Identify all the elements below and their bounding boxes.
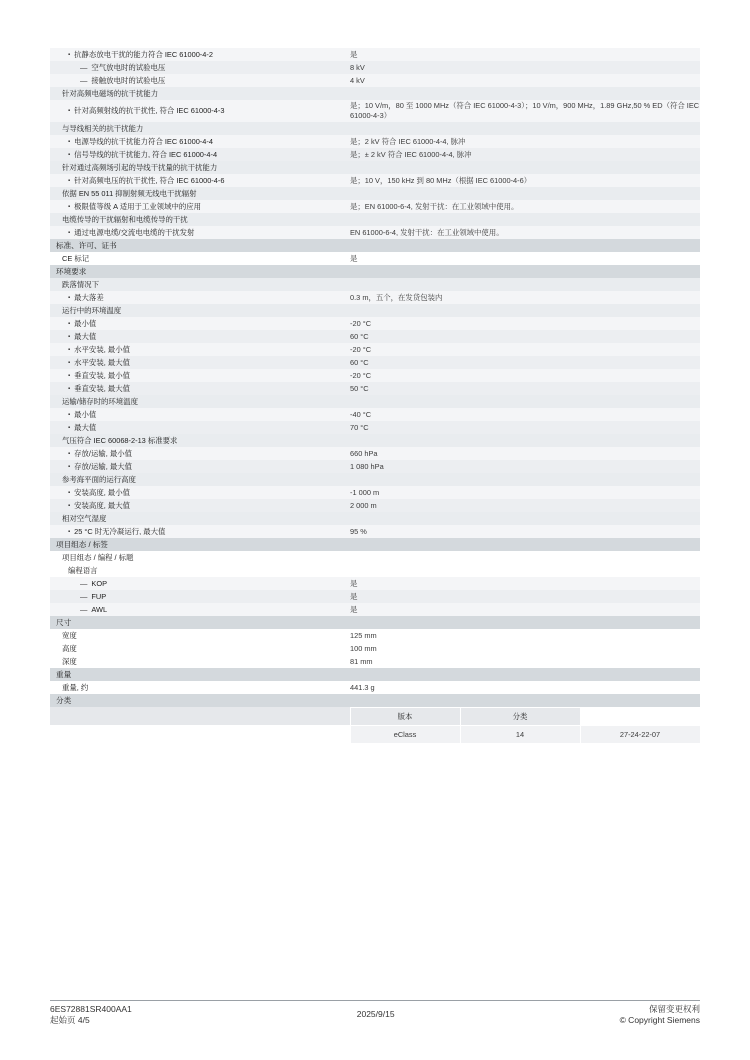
spec-label-text: — KOP (80, 579, 107, 588)
spec-row-label (50, 265, 350, 278)
spec-row-label (50, 681, 350, 694)
spec-row (50, 343, 700, 356)
spec-row-value: -20 °C (350, 317, 700, 330)
spec-label-text: ▪ 最小值 (68, 410, 96, 419)
spec-label-text: 分类 (56, 695, 72, 705)
spec-row-label (50, 278, 350, 291)
page-footer (50, 1000, 700, 1027)
spec-row (50, 330, 700, 343)
spec-row-value: 441.3 g (350, 681, 700, 694)
spec-row-label (50, 486, 350, 499)
spec-row (50, 291, 700, 304)
spec-row (50, 395, 700, 408)
spec-label-text: — 接触放电时的试验电压 (80, 76, 165, 85)
spec-row-value: 是 (350, 590, 700, 603)
spec-row-label (50, 252, 350, 265)
spec-label-text: ▪ 最大值 (68, 423, 96, 432)
spec-label-text: 参考海平面的运行高度 (62, 474, 136, 484)
spec-row-value: -1 000 m (350, 486, 700, 499)
spec-label-text: ▪ 针对高频电压的抗干扰性, 符合 IEC 61000-4-6 (68, 176, 224, 185)
spec-row-value: 8 kV (350, 61, 700, 74)
spec-row-label (50, 74, 350, 87)
footer-date: 2025/9/15 (356, 1009, 395, 1019)
spec-row-label (50, 590, 350, 603)
spec-row (50, 577, 700, 590)
spec-row-label (50, 538, 350, 551)
spec-label-text: ▪ 垂直安装, 最小值 (68, 371, 130, 380)
spec-label-text: 项目组态 / 编程 / 标题 (62, 552, 134, 562)
spec-label-text: CE 标记 (62, 253, 90, 263)
spec-row-value: 50 °C (350, 382, 700, 395)
spec-row-value (350, 304, 700, 317)
spec-row-label (50, 694, 350, 707)
spec-label-text: ▪ 电源导线的抗干扰能力符合 IEC 61000-4-4 (68, 137, 213, 146)
spec-row-value: 是；± 2 kV 符合 IEC 61000-4-4, 脉冲 (350, 148, 700, 161)
spec-row-label (50, 239, 350, 252)
spec-row (50, 187, 700, 200)
spec-row-value: 660 hPa (350, 447, 700, 460)
footer-rights: 保留变更权利 (648, 1004, 700, 1014)
spec-label-text: ▪ 极限值等级 A 适用于工业领域中的应用 (68, 202, 201, 211)
spec-label-text: 依据 EN 55 011 抑制射频无线电干扰辐射 (62, 188, 197, 198)
classification-spacer-cell (50, 725, 350, 743)
spec-row-label (50, 603, 350, 616)
spec-row-label (50, 369, 350, 382)
spec-label-text: 运输/储存时的环境温度 (62, 396, 138, 406)
classification-table (50, 707, 701, 744)
spec-row (50, 694, 700, 707)
spec-row-label (50, 122, 350, 135)
spec-row-value: -40 °C (350, 408, 700, 421)
spec-row-label (50, 200, 350, 213)
spec-row (50, 226, 700, 239)
classification-header-cell (50, 707, 350, 725)
spec-row (50, 278, 700, 291)
spec-row (50, 512, 700, 525)
spec-row-label (50, 304, 350, 317)
spec-label-text: 环境要求 (56, 266, 87, 276)
spec-row (50, 499, 700, 512)
spec-row (50, 213, 700, 226)
spec-row-label (50, 291, 350, 304)
spec-row (50, 681, 700, 694)
spec-label-text: 气压符合 IEC 60068-2-13 标准要求 (62, 435, 178, 445)
spec-row-label (50, 473, 350, 486)
spec-row-label (50, 174, 350, 187)
spec-row-value (350, 213, 700, 226)
spec-row-value: 是 (350, 577, 700, 590)
spec-row (50, 473, 700, 486)
spec-row (50, 135, 700, 148)
spec-row-label (50, 343, 350, 356)
spec-row-value: 是；10 V/m，80 至 1000 MHz（符合 IEC 61000-4-3）；10 V/m，900 MHz，1.89 GHz,50 % ED（符合 IEC 61000-4-3） (350, 101, 700, 120)
spec-row-value (350, 187, 700, 200)
spec-row-value (350, 694, 700, 707)
classification-cell-code: 27-24-22-07 (580, 725, 700, 743)
spec-row-label (50, 668, 350, 681)
spec-row-value: 是；EN 61000-6-4, 发射干扰：在工业领域中使用。 (350, 200, 700, 213)
spec-label-text: ▪ 25 °C 时无冷凝运行, 最大值 (68, 527, 165, 536)
spec-row-label (50, 577, 350, 590)
spec-label-text: 项目组态 / 标签 (56, 539, 108, 549)
spec-row (50, 122, 700, 135)
spec-row-value: 1 080 hPa (350, 460, 700, 473)
spec-label-text: 跌落情况下 (62, 279, 99, 289)
spec-label-text: 电缆传导的干扰辐射和电缆传导的干扰 (62, 214, 188, 224)
spec-row-value (350, 564, 700, 577)
spec-row (50, 408, 700, 421)
spec-row-label (50, 655, 350, 668)
spec-label-text: ▪ 抗静态放电干扰的能力符合 IEC 61000-4-2 (68, 50, 213, 59)
spec-row (50, 642, 700, 655)
spec-row-label (50, 48, 350, 61)
spec-label-text: 针对通过高频场引起的导线干扰量的抗干扰能力 (62, 162, 218, 172)
classification-header-cell: 分类 (460, 707, 580, 725)
spec-row-value (350, 161, 700, 174)
classification-cell-version: 14 (460, 725, 580, 743)
spec-row (50, 87, 700, 100)
spec-row-label (50, 100, 350, 122)
spec-row-value: 2 000 m (350, 499, 700, 512)
spec-row-label (50, 382, 350, 395)
spec-label-text: 与导线相关的抗干扰能力 (62, 123, 144, 133)
spec-label-text: ▪ 信号导线的抗干扰能力, 符合 IEC 61000-4-4 (68, 150, 217, 159)
spec-row-value (350, 122, 700, 135)
spec-row-value (350, 87, 700, 100)
spec-row-label (50, 421, 350, 434)
spec-row (50, 668, 700, 681)
spec-row-label (50, 525, 350, 538)
spec-row (50, 100, 700, 122)
spec-row-label (50, 551, 350, 564)
spec-row (50, 447, 700, 460)
spec-label-text: 针对高频电磁场的抗干扰能力 (62, 89, 159, 98)
spec-label-text: — 空气放电时的试验电压 (80, 63, 165, 72)
spec-label-text: 高度 (62, 643, 77, 653)
classification-row (50, 725, 700, 743)
spec-row-label (50, 616, 350, 629)
classification-header-cell: 版本 (350, 707, 460, 725)
spec-row-label (50, 213, 350, 226)
spec-sheet (50, 48, 700, 744)
spec-row-value (350, 434, 700, 447)
spec-row-label (50, 642, 350, 655)
spec-row-label (50, 148, 350, 161)
spec-label-text: 重量 (56, 669, 72, 679)
spec-row-label (50, 61, 350, 74)
spec-row (50, 148, 700, 161)
spec-label-text: 深度 (62, 656, 77, 666)
spec-row-value: 95 % (350, 525, 700, 538)
spec-row (50, 239, 700, 252)
spec-label-text: ▪ 垂直安装, 最大值 (68, 384, 130, 393)
spec-row (50, 304, 700, 317)
spec-row-label (50, 87, 350, 100)
specifications-body (50, 48, 700, 707)
spec-row-label (50, 499, 350, 512)
spec-label-text: ▪ 水平安装, 最小值 (68, 345, 130, 354)
spec-row-value: 是；2 kV 符合 IEC 61000-4-4, 脉冲 (350, 135, 700, 148)
spec-row (50, 460, 700, 473)
spec-row (50, 421, 700, 434)
spec-row (50, 265, 700, 278)
spec-row-value: 60 °C (350, 356, 700, 369)
spec-row (50, 382, 700, 395)
spec-row-value: 100 mm (350, 642, 700, 655)
spec-row-label (50, 408, 350, 421)
spec-label-text: ▪ 存放/运输, 最大值 (68, 462, 132, 471)
spec-row (50, 551, 700, 564)
spec-label-text: — AWL (80, 605, 107, 614)
spec-row (50, 590, 700, 603)
spec-row-label (50, 317, 350, 330)
spec-row-value: 是；10 V，150 kHz 到 80 MHz（根据 IEC 61000-4-6） (350, 174, 700, 187)
spec-row (50, 200, 700, 213)
spec-row (50, 48, 700, 61)
spec-label-text: ▪ 针对高频射线的抗干扰性, 符合 IEC 61000-4-3 (68, 106, 224, 115)
spec-row-label (50, 135, 350, 148)
spec-row-value (350, 473, 700, 486)
spec-label-text: — FUP (80, 592, 106, 601)
spec-row (50, 174, 700, 187)
spec-label-text: 编程语言 (68, 565, 98, 575)
classification-body (50, 707, 700, 743)
spec-row (50, 61, 700, 74)
spec-row-label (50, 395, 350, 408)
spec-row-label (50, 447, 350, 460)
spec-row-value: 是 (350, 48, 700, 61)
spec-row-value: 125 mm (350, 629, 700, 642)
spec-row-label (50, 330, 350, 343)
spec-label-text: ▪ 存放/运输, 最小值 (68, 449, 132, 458)
spec-row-value (350, 395, 700, 408)
spec-row (50, 603, 700, 616)
spec-row-value (350, 538, 700, 551)
spec-row-value: -20 °C (350, 369, 700, 382)
footer-left (50, 1004, 132, 1027)
spec-row (50, 356, 700, 369)
spec-row (50, 538, 700, 551)
spec-row-label (50, 512, 350, 525)
spec-row (50, 161, 700, 174)
spec-row-label (50, 187, 350, 200)
spec-label-text: 宽度 (62, 630, 77, 640)
spec-row-value (350, 551, 700, 564)
spec-row-value (350, 616, 700, 629)
spec-label-text: ▪ 水平安装, 最大值 (68, 358, 130, 367)
spec-row-value: 81 mm (350, 655, 700, 668)
spec-row (50, 655, 700, 668)
spec-row-value: 是 (350, 603, 700, 616)
specifications-table (50, 48, 700, 707)
spec-row (50, 369, 700, 382)
spec-label-text: 运行中的环境温度 (62, 305, 122, 315)
spec-row (50, 616, 700, 629)
spec-row-value: 0.3 m，五个，在发货包装内 (350, 291, 700, 304)
spec-row-label (50, 629, 350, 642)
spec-row-value: -20 °C (350, 343, 700, 356)
spec-row-value: 4 kV (350, 74, 700, 87)
spec-row-value (350, 265, 700, 278)
spec-label-text: ▪ 最小值 (68, 319, 96, 328)
spec-row (50, 434, 700, 447)
spec-row-label (50, 226, 350, 239)
spec-label-text: ▪ 最大落差 (68, 293, 104, 302)
spec-row (50, 74, 700, 87)
spec-label-text: 标准、许可、证书 (56, 240, 117, 250)
spec-row-label (50, 356, 350, 369)
spec-label-text: ▪ 安装高度, 最小值 (68, 488, 130, 497)
spec-label-text: 尺寸 (56, 617, 72, 627)
classification-cell-name: eClass (350, 725, 460, 743)
spec-label-text: ▪ 通过电源电缆/交流电电缆的干扰发射 (68, 228, 194, 237)
spec-row (50, 317, 700, 330)
spec-label-text: 重量, 约 (62, 682, 89, 692)
spec-row-value (350, 278, 700, 291)
spec-row-value (350, 668, 700, 681)
spec-row-value (350, 512, 700, 525)
spec-row (50, 486, 700, 499)
spec-row-label (50, 161, 350, 174)
spec-row-label (50, 434, 350, 447)
spec-row-value: 60 °C (350, 330, 700, 343)
spec-row-value: 70 °C (350, 421, 700, 434)
spec-row (50, 525, 700, 538)
spec-row (50, 564, 700, 577)
footer-page-label: 起始页 4/5 (50, 1015, 90, 1026)
classification-header-row (50, 707, 700, 725)
spec-label-text: 相对空气湿度 (62, 513, 107, 523)
spec-row-value (350, 239, 700, 252)
spec-row (50, 629, 700, 642)
spec-row-label (50, 460, 350, 473)
footer-order-number: 6ES72881SR400AA1 (50, 1004, 132, 1014)
footer-right (620, 1004, 700, 1027)
spec-label-text: ▪ 安装高度, 最大值 (68, 501, 130, 510)
spec-label-text: ▪ 最大值 (68, 332, 96, 341)
footer-copyright: © Copyright Siemens (619, 1015, 700, 1026)
spec-row-value: 是 (350, 252, 700, 265)
spec-row (50, 252, 700, 265)
spec-row-label (50, 564, 350, 577)
spec-row-value: EN 61000-6-4, 发射干扰：在工业领域中使用。 (350, 226, 700, 239)
